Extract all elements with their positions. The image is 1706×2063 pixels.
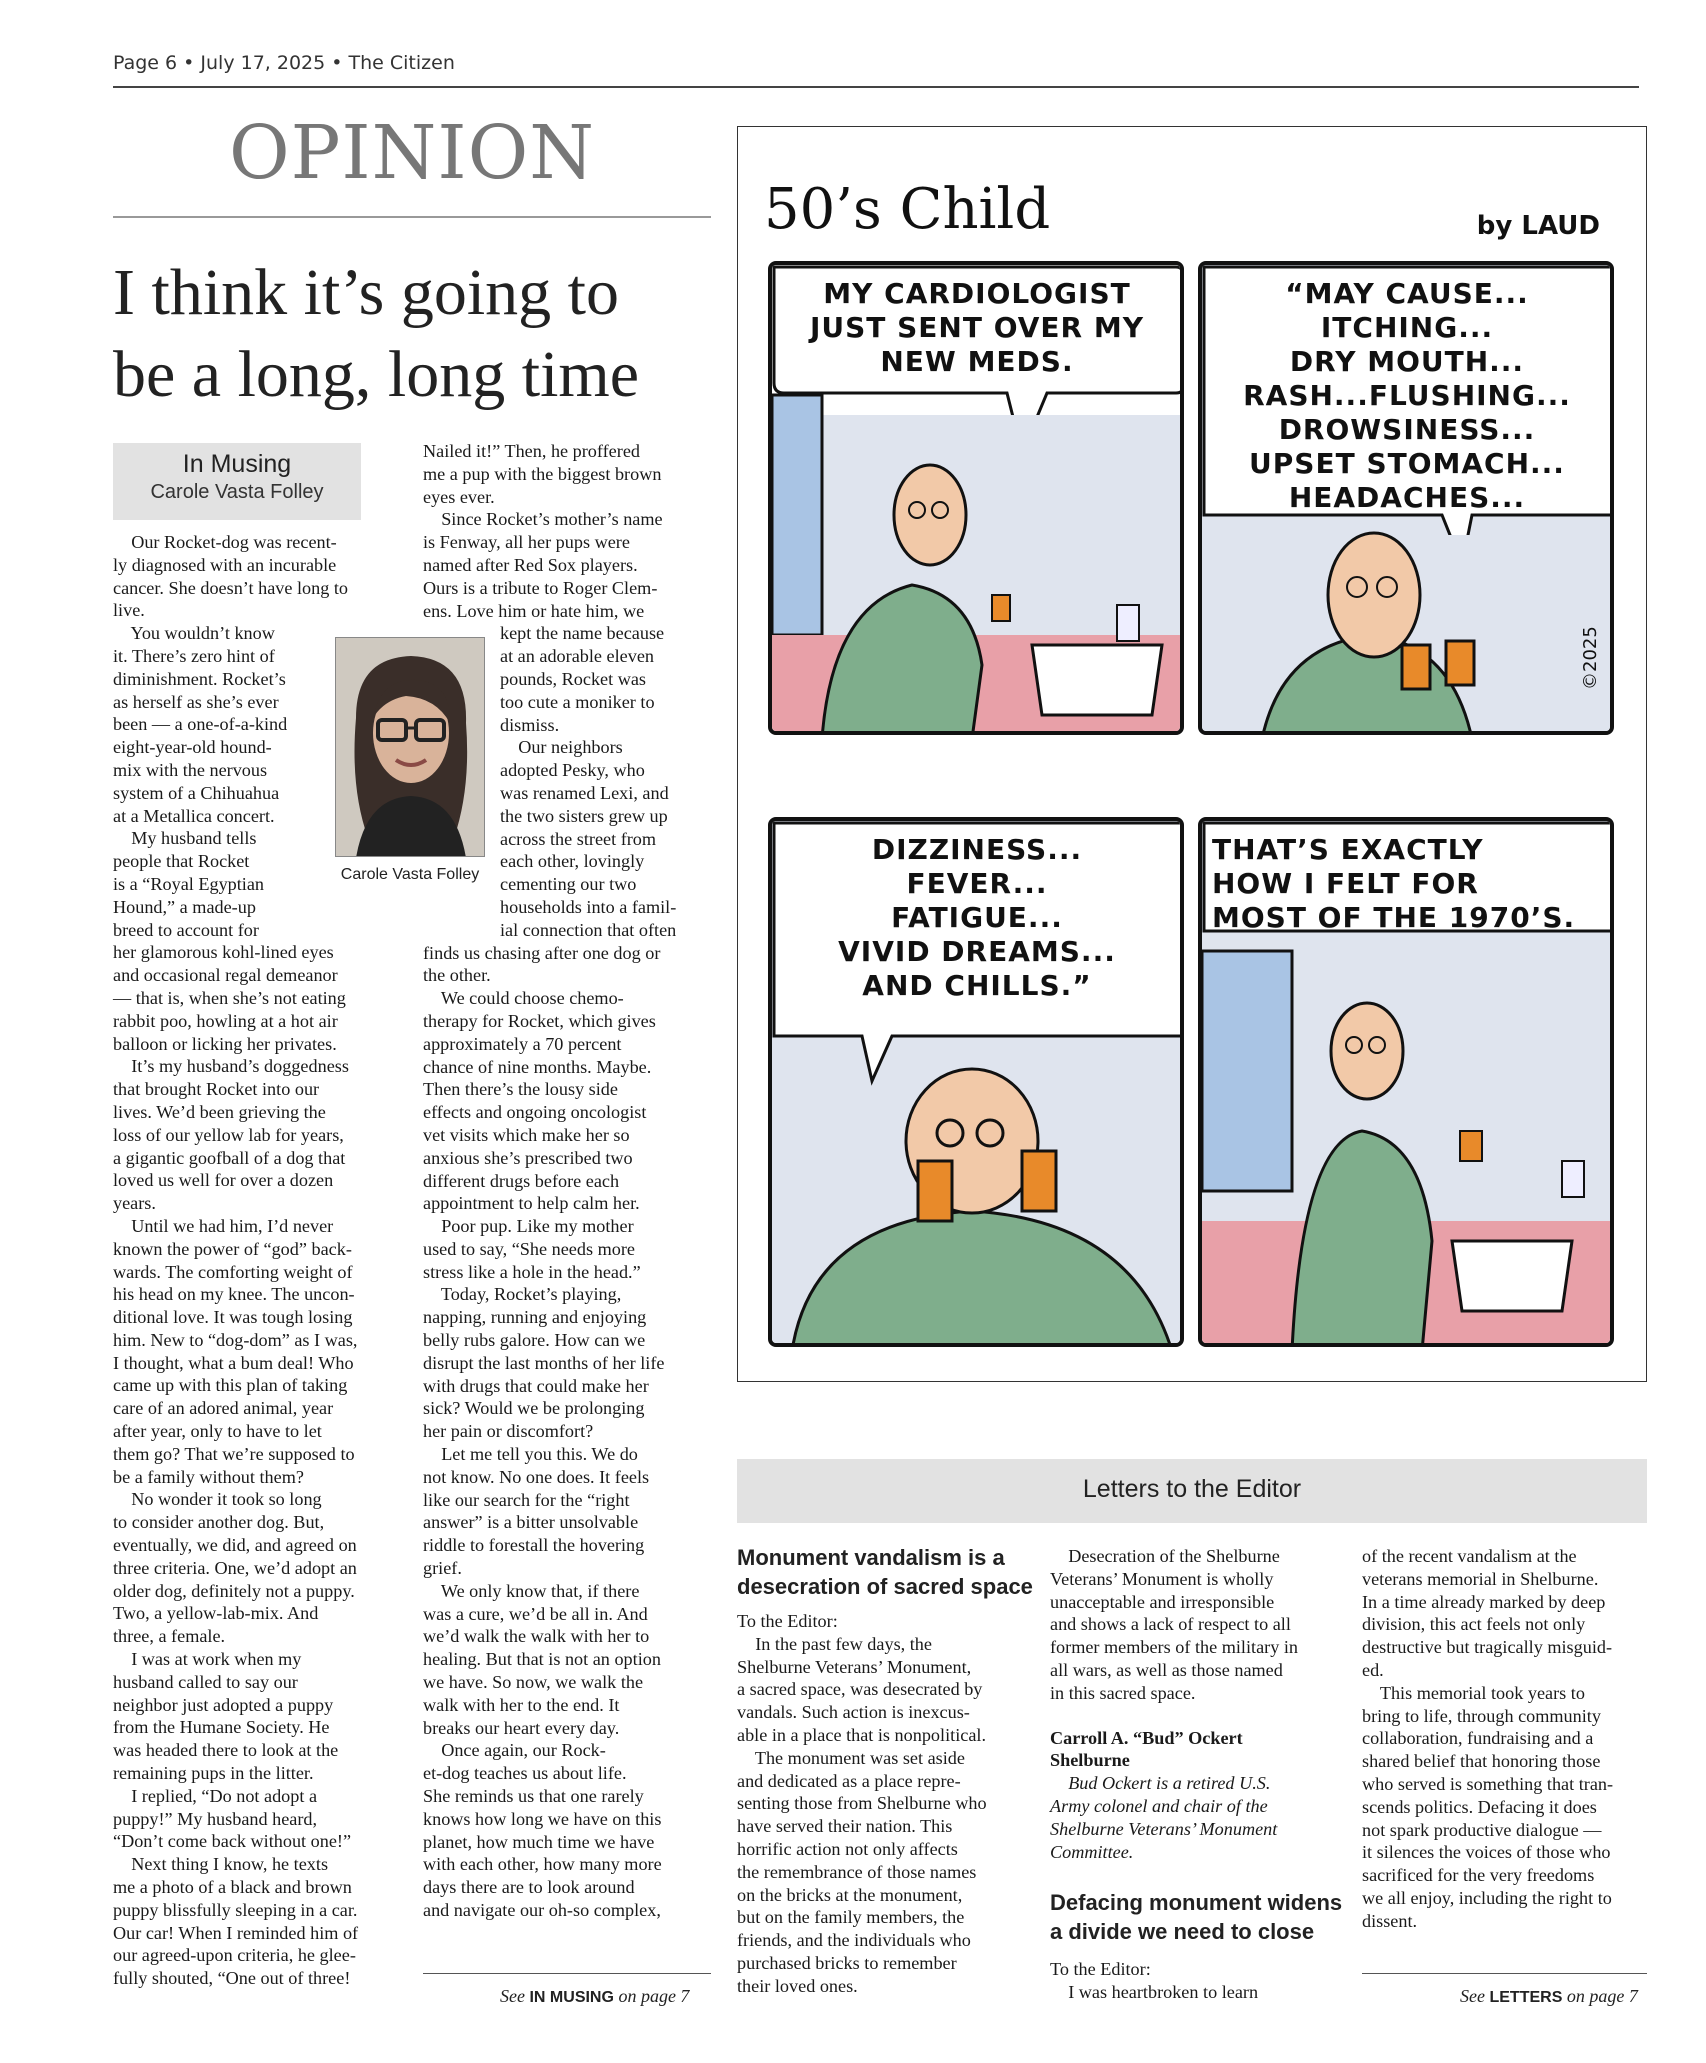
text-line: three criteria. One, we’d adopt an: [113, 1557, 357, 1578]
text-line: her pain or discomfort?: [423, 1421, 594, 1442]
jump-pre: See: [1460, 1986, 1490, 2006]
letter-1-bio: [1050, 1772, 1340, 1863]
text-line: his head on my knee. The uncon-: [113, 1284, 355, 1305]
text-line: planet, how much time we have: [423, 1831, 655, 1852]
text-line: I thought, what a bum deal! Who: [113, 1352, 354, 1373]
text-line: named after Red Sox players.: [423, 554, 638, 575]
balloon-line: ITCHING...: [1320, 311, 1494, 344]
text-line: balloon or licking her privates.: [113, 1033, 337, 1054]
text-line: older dog, definitely not a puppy.: [113, 1580, 355, 1601]
letter-2-continued: [1362, 1545, 1652, 1933]
text-line: My husband tells: [113, 828, 257, 849]
balloon-line: THAT’S EXACTLY: [1212, 833, 1484, 866]
text-line: puppy blissfully sleeping in a car.: [113, 1899, 358, 1920]
text-line: the other.: [423, 965, 491, 986]
jump-line-musing: [500, 1986, 689, 2007]
text-line: loved us well for over a dozen: [113, 1170, 334, 1191]
text-line: division, this act feels not only: [1362, 1614, 1586, 1635]
text-line: The monument was set aside: [737, 1747, 965, 1768]
text-line: et-dog teaches us about life.: [423, 1763, 627, 1784]
text-line: it silences the voices of those who: [1362, 1842, 1611, 1863]
balloon-line: NEW MEDS.: [880, 345, 1074, 378]
text-line: three, a female.: [113, 1626, 226, 1647]
text-line: ens. Love him or hate him, we: [423, 600, 645, 621]
text-line: we’d walk the walk with her to: [423, 1626, 650, 1647]
text-line: came up with this plan of taking: [113, 1375, 348, 1396]
text-line: Then there’s the lousy side: [423, 1079, 618, 1100]
letter-2-body: [1050, 1958, 1340, 2004]
balloon-line: MOST OF THE 1970’S.: [1212, 901, 1576, 934]
letter-1-cont-text: [1050, 1545, 1340, 1705]
text-line: years.: [113, 1193, 156, 1214]
text-line: me a photo of a black and brown: [113, 1877, 352, 1898]
text-line: on the bricks at the monument,: [737, 1884, 963, 1905]
text-line: collaboration, fundraising and a: [1362, 1728, 1594, 1749]
article-column-2: [423, 440, 713, 1922]
comic-panel-3: [768, 817, 1184, 1347]
text-line: different drugs before each: [423, 1170, 620, 1191]
headline-line: Monument vandalism is a: [737, 1545, 1005, 1570]
text-line: not know. No one does. It feels: [423, 1466, 650, 1487]
letter-1-headline: [737, 1543, 1037, 1601]
text-line: therapy for Rocket, which gives: [423, 1010, 656, 1031]
text-line: was renamed Lexi, and: [500, 782, 669, 803]
text-line: To the Editor:: [1050, 1959, 1151, 1979]
headline-line: a divide we need to close: [1050, 1919, 1315, 1944]
text-line: in this sacred space.: [1050, 1682, 1196, 1703]
text-line: In a time already marked by deep: [1362, 1591, 1606, 1612]
text-line: been — a one-of-a-kind: [113, 714, 288, 735]
text-line: Our neighbors: [500, 737, 623, 758]
text-line: Until we had him, I’d never: [113, 1215, 334, 1236]
text-line: stress like a hole in the head.”: [423, 1261, 641, 1282]
headline-line: Defacing monument widens: [1050, 1890, 1343, 1915]
balloon-line: VIVID DREAMS...: [838, 935, 1116, 968]
balloon-line: MY CARDIOLOGIST: [823, 277, 1131, 310]
text-line: a sacred space, was desecrated by: [737, 1679, 983, 1700]
text-line: Today, Rocket’s playing,: [423, 1284, 622, 1305]
speech-balloon-3: [792, 833, 1162, 1003]
text-line: puppy!” My husband heard,: [113, 1808, 318, 1829]
text-line: This memorial took years to: [1362, 1682, 1585, 1703]
letter-1-body: [737, 1610, 1027, 1998]
text-line: remaining pups in the litter.: [113, 1763, 314, 1784]
text-line: answer” is a bitter unsolvable: [423, 1512, 639, 1533]
balloon-line: FATIGUE...: [891, 901, 1063, 934]
text-line: with drugs that could make her: [423, 1375, 649, 1396]
balloon-line: RASH...FLUSHING...: [1243, 379, 1571, 412]
photo-caption: Carole Vasta Folley: [340, 866, 480, 883]
text-line: grief.: [423, 1558, 462, 1579]
text-line: purchased bricks to remember: [737, 1952, 957, 1973]
text-line: him. New to “dog-dom” as I was,: [113, 1329, 358, 1350]
text-line: breed to account for: [113, 919, 259, 940]
text-line: Shelburne Veterans’ Monument: [1050, 1818, 1278, 1839]
text-line: You wouldn’t know: [113, 623, 275, 644]
text-line: Carroll A. “Bud” Ockert: [1050, 1727, 1243, 1748]
comic-copyright: ©2025: [1580, 626, 1601, 690]
text-line: breaks our heart every day.: [423, 1717, 620, 1738]
text-line: of the recent vandalism at the: [1362, 1546, 1577, 1566]
text-line: Ours is a tribute to Roger Clem-: [423, 577, 658, 598]
balloon-line: AND CHILLS.”: [862, 969, 1092, 1002]
text-line: To the Editor:: [737, 1611, 838, 1631]
text-line: Veterans’ Monument is wholly: [1050, 1568, 1274, 1589]
text-line: too cute a moniker to: [500, 691, 655, 712]
text-line: Committee.: [1050, 1841, 1134, 1862]
column-name: In Musing: [182, 450, 292, 478]
text-line: destructive but tragically misguid-: [1362, 1637, 1613, 1658]
text-line: days there are to look around: [423, 1877, 635, 1898]
text-line: eventually, we did, and agreed on: [113, 1535, 357, 1556]
text-line: Our Rocket-dog was recent-: [113, 532, 337, 552]
comic-panel-1: [768, 261, 1184, 735]
jump-rule: [1362, 1973, 1647, 1974]
text-line: a gigantic goofball of a dog that: [113, 1147, 346, 1168]
text-line: senting those from Shelburne who: [737, 1793, 987, 1814]
balloon-line: JUST SENT OVER MY: [809, 311, 1145, 344]
letters-title: Letters to the Editor: [1082, 1475, 1302, 1503]
comic-title: 50’s Child: [764, 177, 1051, 242]
text-line: We only know that, if there: [423, 1580, 640, 1601]
text-line: eight-year-old hound-: [113, 737, 272, 758]
text-line: the two sisters grew up: [500, 805, 668, 826]
balloon-line: HEADACHES...: [1288, 481, 1526, 514]
text-line: I was heartbroken to learn: [1050, 1981, 1259, 2002]
text-line: we have. So now, we walk the: [423, 1672, 644, 1693]
text-line: effects and ongoing oncologist: [423, 1102, 647, 1123]
speech-balloon-4: [1212, 833, 1608, 935]
text-line: ditional love. It was tough losing: [113, 1307, 353, 1328]
text-line: diminishment. Rocket’s: [113, 668, 286, 689]
text-line: adopted Pesky, who: [500, 760, 645, 781]
text-line: scends politics. Defacing it does: [1362, 1796, 1597, 1817]
section-title: OPINION: [228, 110, 596, 196]
text-line: vet visits which make her so: [423, 1124, 630, 1145]
text-line: our agreed-upon criteria, he glee-: [113, 1945, 356, 1966]
text-line: wards. The comforting weight of: [113, 1261, 353, 1282]
letter-1-signature: [1050, 1727, 1340, 1773]
headline-line: be a long, long time: [113, 338, 640, 411]
text-line: we all enjoy, including the right to: [1362, 1887, 1612, 1908]
text-line: me a pup with the biggest brown: [423, 463, 662, 484]
text-line: healing. But that is not an option: [423, 1649, 661, 1670]
balloon-line: “MAY CAUSE...: [1285, 277, 1529, 310]
text-line: be a family without them?: [113, 1466, 304, 1487]
text-line: Our car! When I reminded him of: [113, 1922, 359, 1943]
text-line: the remembrance of those names: [737, 1861, 977, 1882]
letters-header: [737, 1459, 1647, 1523]
text-line: Shelburne: [1050, 1750, 1130, 1771]
text-line: rabbit poo, howling at a hot air: [113, 1010, 338, 1031]
text-line: unacceptable and irresponsible: [1050, 1591, 1275, 1612]
balloon-line: DROWSINESS...: [1278, 413, 1536, 446]
text-line: I replied, “Do not adopt a: [113, 1785, 318, 1806]
comic-panel-4: [1198, 817, 1614, 1347]
jump-target: LETTERS: [1489, 1989, 1563, 2006]
text-line: is Fenway, all her pups were: [423, 532, 630, 553]
text-line: Since Rocket’s mother’s name: [423, 509, 663, 530]
section-rule: [113, 216, 711, 218]
text-line: at a Metallica concert.: [113, 805, 275, 826]
text-line: — that is, when she’s not eating: [113, 987, 346, 1008]
text-line: shared belief that honoring those: [1362, 1751, 1601, 1772]
column-2-bottom: [423, 942, 713, 1922]
text-line: veterans memorial in Shelburne.: [1362, 1568, 1599, 1589]
text-line: Desecration of the Shelburne: [1050, 1546, 1280, 1566]
text-line: She reminds us that one rarely: [423, 1786, 644, 1807]
text-line: belly rubs galore. How can we: [423, 1330, 646, 1351]
text-line: It’s my husband’s doggedness: [113, 1056, 349, 1077]
comic-strip: [737, 126, 1647, 1382]
comic-byline: by LAUD: [1476, 211, 1600, 241]
text-line: disrupt the last months of her life: [423, 1352, 665, 1373]
text-line: it. There’s zero hint of: [113, 645, 275, 666]
balloon-line: HOW I FELT FOR: [1212, 867, 1479, 900]
text-line: finds us chasing after one dog or: [423, 942, 661, 963]
text-line: people that Rocket: [113, 851, 250, 872]
text-line: bring to life, through community: [1362, 1705, 1601, 1726]
text-line: Shelburne Veterans’ Monument,: [737, 1656, 972, 1677]
text-line: their loved ones.: [737, 1975, 858, 1996]
text-line: care of an adored animal, year: [113, 1398, 334, 1419]
text-line: cementing our two: [500, 874, 637, 895]
text-line: sick? Would we be prolonging: [423, 1398, 645, 1419]
text-line: Bud Ockert is a retired U.S.: [1050, 1773, 1271, 1794]
text-line: her glamorous kohl-lined eyes: [113, 942, 334, 963]
text-line: horrific action not only affects: [737, 1838, 958, 1859]
text-line: pounds, Rocket was: [500, 668, 646, 689]
letter-1-continued: [1050, 1545, 1340, 1863]
text-line: not spark productive dialogue —: [1362, 1819, 1602, 1840]
text-line: that brought Rocket into our: [113, 1079, 320, 1100]
text-line: neighbor just adopted a puppy: [113, 1694, 334, 1715]
text-line: to consider another dog. But,: [113, 1512, 325, 1533]
text-line: Hound,” a made-up: [113, 896, 256, 917]
column-2-narrow: [500, 622, 713, 941]
text-line: Once again, our Rock-: [423, 1740, 606, 1761]
headline: [113, 252, 713, 416]
text-line: live.: [113, 600, 145, 621]
text-line: mix with the nervous: [113, 759, 268, 780]
text-line: chance of nine months. Maybe.: [423, 1056, 652, 1077]
text-line: dismiss.: [500, 714, 560, 735]
text-line: Poor pup. Like my mother: [423, 1216, 634, 1237]
jump-rule: [423, 1973, 711, 1974]
text-line: but on the family members, the: [737, 1907, 965, 1928]
text-line: known the power of “god” back-: [113, 1238, 352, 1259]
text-line: ly diagnosed with an incurable: [113, 554, 337, 575]
balloon-line: DRY MOUTH...: [1289, 345, 1525, 378]
jump-post: on page 7: [613, 1986, 690, 2006]
byline-box: [113, 443, 361, 520]
text-line: is a “Royal Egyptian: [113, 873, 265, 894]
text-line: sacrificed for the very freedoms: [1362, 1865, 1595, 1886]
text-line: and navigate our oh-so complex,: [423, 1900, 661, 1920]
text-line: former members of the military in: [1050, 1637, 1298, 1658]
jump-pre: See: [500, 1986, 530, 2006]
text-line: appointment to help calm her.: [423, 1193, 640, 1214]
text-line: them go? That we’re supposed to: [113, 1443, 355, 1464]
jump-target: IN MUSING: [529, 1989, 614, 2006]
text-line: Army colonel and chair of the: [1050, 1795, 1268, 1816]
byline-author: Carole Vasta Folley: [150, 481, 324, 503]
text-line: and dedicated as a place repre-: [737, 1770, 961, 1791]
text-line: kept the name because: [500, 623, 665, 644]
jump-post: on page 7: [1562, 1986, 1638, 2006]
text-line: Nailed it!” Then, he proffered: [423, 441, 640, 461]
text-line: was headed there to look at the: [113, 1740, 339, 1761]
text-line: have served their nation. This: [737, 1816, 953, 1837]
text-line: as herself as she’s ever: [113, 691, 279, 712]
balloon-line: FEVER...: [906, 867, 1048, 900]
text-line: Let me tell you this. We do: [423, 1444, 638, 1465]
text-line: across the street from: [500, 828, 657, 849]
jump-line-letters: [1460, 1986, 1638, 2007]
text-line: lives. We’d been grieving the: [113, 1101, 326, 1122]
text-line: anxious she’s prescribed two: [423, 1147, 633, 1168]
text-line: We could choose chemo-: [423, 988, 624, 1009]
headline-line: I think it’s going to: [113, 256, 620, 329]
text-line: who served is something that tran-: [1362, 1773, 1614, 1794]
text-line: was a cure, we’d be all in. And: [423, 1603, 648, 1624]
text-line: Two, a yellow-lab-mix. And: [113, 1603, 319, 1624]
text-line: and occasional regal demeanor: [113, 965, 338, 986]
text-line: system of a Chihuahua: [113, 782, 280, 803]
balloon-line: UPSET STOMACH...: [1249, 447, 1565, 480]
text-line: “Don’t come back without one!”: [113, 1831, 352, 1852]
text-line: households into a famil-: [500, 896, 677, 917]
text-line: vandals. Such action is inexcus-: [737, 1702, 970, 1723]
text-line: napping, running and enjoying: [423, 1307, 647, 1328]
letter-2-headline: [1050, 1888, 1350, 1946]
text-line: with each other, how many more: [423, 1854, 662, 1875]
speech-balloon-2: [1212, 277, 1602, 515]
text-line: at an adorable eleven: [500, 646, 654, 667]
text-line: walk with her to the end. It: [423, 1694, 620, 1715]
folio: Page 6 • July 17, 2025 • The Citizen: [113, 52, 455, 74]
text-line: eyes ever.: [423, 486, 495, 507]
text-line: used to say, “She needs more: [423, 1238, 635, 1259]
text-line: like our search for the “right: [423, 1489, 630, 1510]
column-2-top: [423, 440, 713, 622]
text-line: all wars, as well as those named: [1050, 1659, 1283, 1680]
text-line: after year, only to have to let: [113, 1421, 322, 1442]
text-line: No wonder it took so long: [113, 1489, 322, 1510]
balloon-line: DIZZINESS...: [871, 833, 1083, 866]
text-line: friends, and the individuals who: [737, 1930, 971, 1951]
text-line: husband called to say our: [113, 1671, 298, 1692]
text-line: each other, lovingly: [500, 851, 645, 872]
text-line: from the Humane Society. He: [113, 1717, 330, 1738]
headline-line: desecration of sacred space: [737, 1574, 1033, 1599]
text-line: fully shouted, “One out of three!: [113, 1968, 351, 1989]
text-line: knows how long we have on this: [423, 1808, 662, 1829]
folio-rule: [113, 86, 1639, 88]
text-line: riddle to forestall the hovering: [423, 1535, 645, 1556]
text-line: approximately a 70 percent: [423, 1033, 622, 1054]
text-line: Next thing I know, he texts: [113, 1854, 329, 1875]
text-line: loss of our yellow lab for years,: [113, 1124, 344, 1145]
text-line: In the past few days, the: [737, 1633, 932, 1654]
text-line: I was at work when my: [113, 1649, 302, 1670]
text-line: cancer. She doesn’t have long to: [113, 577, 349, 598]
text-line: ed.: [1362, 1659, 1384, 1680]
text-line: able in a place that is nonpolitical.: [737, 1724, 986, 1745]
text-line: ial connection that often: [500, 919, 677, 940]
text-line: dissent.: [1362, 1910, 1418, 1931]
text-line: and shows a lack of respect to all: [1050, 1614, 1291, 1635]
speech-balloon-1: [782, 277, 1172, 379]
comic-panel-2: [1198, 261, 1614, 735]
